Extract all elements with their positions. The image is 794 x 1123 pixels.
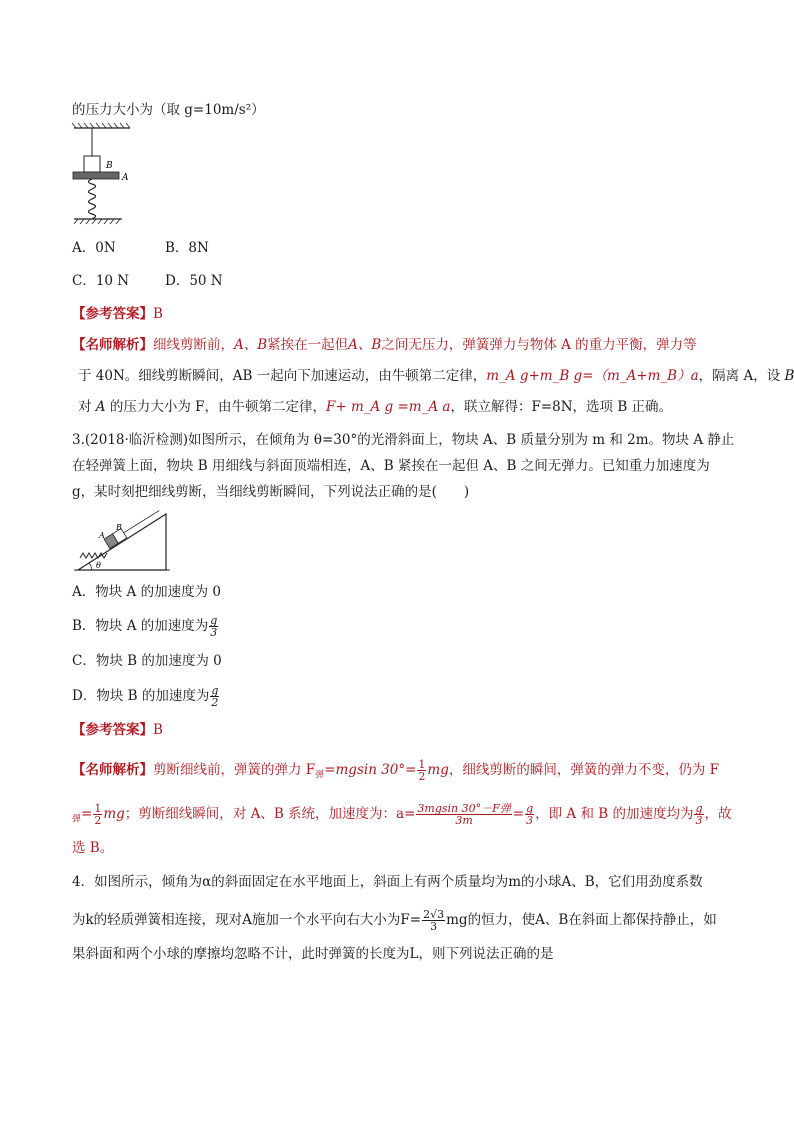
fig-label-a: A [99, 531, 105, 540]
q4-stem-3: 果斜面和两个小球的摩擦均忽略不计，此时弹簧的长度为L，则下列说法正确的是 [72, 946, 554, 962]
fraction [694, 803, 703, 826]
q3-analysis-line1 [72, 752, 719, 788]
q2-option-a: A．0N [72, 240, 116, 256]
numerator: 1 [418, 758, 426, 771]
text: ，联立解得：F=8N，选项 B 正确。 [450, 399, 673, 415]
fraction [210, 685, 219, 708]
text: A [95, 399, 106, 415]
numerator: 3mgsin 30°－F弹 [417, 802, 511, 815]
q3-analysis-line3: 选 B。 [72, 840, 114, 856]
text: 为k的轻质弹簧相连接，现对A施加一个水平向右大小为F= [72, 912, 422, 928]
denominator: 3m [455, 814, 473, 827]
text: 于 40N。细线剪断瞬间，AB 一起向下加速运动，由牛顿第二定律， [78, 368, 487, 384]
q2-analysis-line1 [72, 335, 697, 355]
q3-option-b [72, 608, 219, 644]
q2-option-d: D．50 N [165, 273, 223, 289]
q2-analysis-line2 [78, 366, 794, 386]
text: ，细线剪断的瞬间，弹簧的弹力不变，仍为 F [448, 762, 720, 778]
numerator: g [211, 684, 219, 697]
text: = [81, 806, 93, 822]
numerator: 1 [94, 802, 102, 815]
fraction [209, 615, 218, 638]
q2-option-b: B．8N [165, 240, 209, 256]
answer-tag: 【参考答案】 [72, 722, 153, 738]
q3-stem-1: 3.(2018·临沂检测)如图所示，在倾角为 θ=30°的光滑斜面上，物块 A、B 质量分别为 m 和 2m。物块 A 静止 [72, 432, 735, 448]
text: ；剪断细线瞬间，对 A、B 系统，加速度为：a= [124, 806, 416, 822]
q4-stem-2 [72, 900, 717, 940]
spring-block-figure [70, 122, 150, 232]
text: B [784, 368, 794, 384]
text: = [512, 806, 525, 822]
q3-answer [72, 720, 163, 740]
answer-value: B [153, 722, 163, 738]
text: 之间无压力，弹簧弹力与物体 A 的重力平衡，弹力等 [381, 337, 697, 353]
q2-stem-tail: 的压力大小为（取 g=10m/s²） [72, 102, 265, 118]
text: A、B [234, 337, 268, 353]
numerator: g [210, 614, 218, 627]
denominator: 2 [211, 696, 219, 709]
answer-value: B [153, 306, 163, 322]
answer-tag: 【参考答案】 [72, 306, 153, 322]
denominator: 2 [418, 770, 426, 783]
text: 剪断细线前，弹簧的弹力 F [153, 762, 316, 778]
numerator: 2√3 [423, 908, 445, 921]
text: 的压力大小为 F，由牛顿第二定律， [105, 399, 326, 415]
text: ，隔离 A，设 [698, 368, 785, 384]
fraction [416, 803, 511, 826]
analysis-tag: 【名师解析】 [72, 337, 153, 353]
text: 紧挨在一起但 [267, 337, 349, 353]
fraction [422, 909, 445, 932]
denominator: 3 [430, 920, 438, 933]
q2-answer [72, 304, 163, 324]
subscript: 弹 [72, 814, 82, 825]
q4-stem-1: 4．如图所示，倾角为α的斜面固定在水平地面上，斜面上有两个质量均为m的小球A、B，它们用劲度系数 [72, 874, 703, 890]
fig-label-a: A [122, 173, 129, 183]
fraction [93, 803, 102, 826]
fig-label-b: B [116, 523, 122, 532]
text: 细线剪断前， [153, 337, 234, 353]
fig-label-b: B [106, 161, 113, 171]
text: D．物块 B 的加速度为 [72, 688, 210, 704]
q3-stem-3: g，某时刻把细线剪断，当细线剪断瞬间，下列说法正确的是( ) [72, 484, 470, 500]
text: ，故 [704, 806, 732, 822]
denominator: 3 [526, 814, 534, 827]
analysis-tag: 【名师解析】 [72, 762, 153, 778]
numerator: g [695, 802, 703, 815]
text: mg [103, 806, 125, 822]
text: 对 [78, 399, 96, 415]
incline-figure [72, 508, 172, 576]
denominator: 3 [695, 814, 703, 827]
q3-analysis-line2 [72, 794, 732, 834]
text: ，即 A 和 B 的加速度均为 [535, 806, 694, 822]
text: mg的恒力，使A、B在斜面上都保持静止，如 [446, 912, 717, 928]
text: B．物块 A 的加速度为 [72, 618, 209, 634]
q3-option-a: A．物块 A 的加速度为 0 [72, 584, 221, 600]
subscript: 弹 [315, 770, 325, 781]
q2-analysis-line3 [78, 397, 672, 417]
text: mg [427, 762, 449, 778]
formula: F+ m_A g =m_A a [326, 399, 451, 415]
fig-label-theta: θ [96, 561, 101, 570]
numerator: g [526, 802, 534, 815]
denominator: 3 [210, 626, 218, 639]
denominator: 2 [94, 814, 102, 827]
q3-stem-2: 在轻弹簧上面，物块 B 用细线与斜面顶端相连，A、B 紧挨在一起但 A、B 之间无弹力。已知重力加速度为 [72, 458, 710, 474]
fraction [525, 803, 534, 826]
fraction [417, 759, 426, 782]
text: =mgsin 30°= [324, 762, 417, 778]
q2-option-c: C．10 N [72, 273, 130, 289]
formula: m_A g+m_B g=（m_A+m_B）a [486, 368, 699, 384]
text: A、B [348, 337, 382, 353]
q3-option-d [72, 678, 220, 714]
q3-option-c: C．物块 B 的加速度为 0 [72, 653, 222, 669]
